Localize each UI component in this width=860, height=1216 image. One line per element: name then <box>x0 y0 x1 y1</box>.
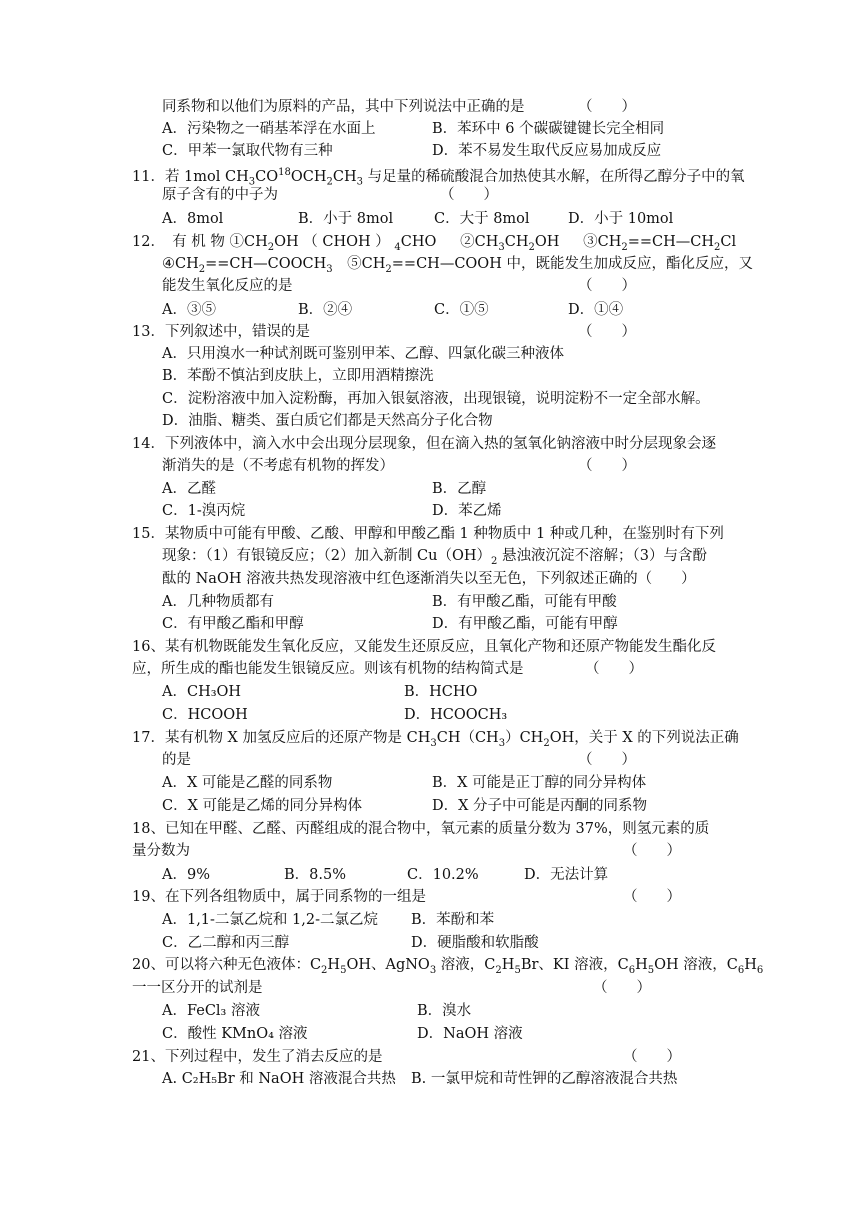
text-run: B．苯酚不慎沾到皮肤上，立即用酒精擦洗 <box>162 368 434 384</box>
text-run: 12． 有 机 物 ①CH <box>132 234 268 250</box>
answer-bracket: （ ） <box>578 752 636 768</box>
text-run: 17．某有机物 X 加氢反应后的还原产物是 CH <box>132 730 431 746</box>
text-run: H <box>744 957 757 973</box>
text-run: OH ③CH <box>534 234 622 250</box>
text-run: A．只用溴水一种试剂既可鉴别甲苯、乙醇、四氯化碳三种液体 <box>162 346 564 362</box>
supscript: 18 <box>278 167 291 178</box>
answer-bracket: （ ） <box>593 980 651 996</box>
answer-option: A．1,1-二氯乙烷和 1,2-二氯乙烷 <box>162 912 378 928</box>
answer-option: C．1-溴丙烷 <box>162 503 246 519</box>
line-text <box>132 636 716 658</box>
text-run: ⑤CH <box>332 256 386 272</box>
subscript: 6 <box>737 964 745 976</box>
line-text <box>132 433 716 455</box>
answer-option: C．X 可能是乙烯的同分异构体 <box>162 798 363 814</box>
subscript: 2 <box>385 263 392 275</box>
answer-option: C．甲苯一氯取代物有三种 <box>162 143 333 159</box>
text-run: OH、AgNO <box>346 957 430 973</box>
answer-bracket: （ ） <box>623 1049 681 1065</box>
answer-option: C．HCOOH <box>162 707 248 723</box>
answer-option: A．X 可能是乙醛的同系物 <box>162 775 333 791</box>
subscript: 2 <box>621 241 628 253</box>
text-run: 一一区分开的试剂是 <box>132 980 263 996</box>
answer-option: C．酸性 KMnO₄ 溶液 <box>162 1026 308 1042</box>
subscript: 6 <box>628 964 636 976</box>
line-text <box>162 568 696 590</box>
text-run: CO <box>255 168 279 185</box>
answer-option: B. 一氯甲烷和苛性钾的乙醇溶液混合共热 <box>411 1071 678 1087</box>
text-run: ==CH—COOH 中，既能发生加成反应，酯化反应，又 <box>391 256 753 272</box>
subscript: 2 <box>495 964 502 976</box>
text-run: 14．下列液体中，滴入水中会出现分层现象，但在滴入热的氢氧化钠溶液中时分层现象会逐 <box>132 436 716 452</box>
answer-option: B．苯酚和苯 <box>411 912 495 928</box>
answer-option: C．①⑤ <box>434 302 489 318</box>
line-text <box>132 818 709 840</box>
answer-bracket: （ ） <box>585 661 643 677</box>
subscript: 2 <box>326 176 333 188</box>
answer-option: A．③⑤ <box>162 302 216 318</box>
text-run: CH <box>504 234 529 250</box>
text-run: CHO ②CH <box>400 234 499 250</box>
line-text <box>132 840 190 862</box>
answer-option: D．①④ <box>568 302 624 318</box>
text-run: H <box>327 957 341 973</box>
answer-option: D．HCOOCH₃ <box>404 707 508 723</box>
subscript: 5 <box>340 964 347 976</box>
text-run: ）CH <box>505 730 544 746</box>
answer-option: A．9% <box>162 867 210 883</box>
text-run: 悬浊液沉淀不溶解；（3）与含酚 <box>497 548 707 564</box>
line-text <box>132 658 524 680</box>
text-run: Cl <box>720 234 737 250</box>
text-run: 原子含有的中子为 <box>162 187 278 203</box>
subscript: 2 <box>321 964 328 976</box>
subscript: 2 <box>267 241 275 253</box>
answer-option: D．苯不易发生取代反应易加成反应 <box>432 143 662 159</box>
text-run: 量分数为 <box>132 843 190 859</box>
text-run: OH，关于 X 的下列说法正确 <box>549 730 739 746</box>
line-text <box>162 388 710 410</box>
answer-option: D．无法计算 <box>524 867 609 883</box>
answer-option: D．NaOH 溶液 <box>417 1026 523 1042</box>
text-run: 溶液，C <box>436 957 496 973</box>
text-run: ==CH—COOCH <box>205 256 327 272</box>
text-run: C．淀粉溶液中加入淀粉酶，再加入银氨溶液，出现银镜，说明淀粉不一定全部水解。 <box>162 391 710 407</box>
answer-option: B．小于 8mol <box>298 211 394 227</box>
answer-bracket: （ ） <box>623 843 681 859</box>
text-run: 20、可以将六种无色液体：C <box>132 957 322 973</box>
answer-option: D．X 分子中可能是丙酮的同系物 <box>432 798 648 814</box>
subscript: 2 <box>198 263 206 275</box>
subscript: 3 <box>498 241 505 253</box>
answer-option: B．溴水 <box>417 1003 472 1019</box>
answer-option: B．苯环中 6 个碳碳键键长完全相同 <box>432 121 665 137</box>
subscript: 6 <box>756 964 764 976</box>
text-run: 能发生氧化反应的是 <box>162 278 293 294</box>
text-run: 酞的 NaOH 溶液共热发现溶液中红色逐渐消失以至无色，下列叙述正确的（ ） <box>162 571 696 587</box>
line-text <box>162 275 293 297</box>
text-run: Br、KI 溶液，C <box>520 957 629 973</box>
text-run: 19、在下列各组物质中，属于同系物的一组是 <box>132 889 426 905</box>
answer-bracket: （ ） <box>440 187 498 203</box>
text-run: D．油脂、糖类、蛋白质它们都是天然高分子化合物 <box>162 413 493 429</box>
text-run: 18、已知在甲醛、乙醛、丙醛组成的混合物中，氧元素的质量分数为 37%，则氢元素的质 <box>132 821 710 837</box>
line-text <box>162 96 525 118</box>
answer-option: D．苯乙烯 <box>432 503 502 519</box>
subscript: 2 <box>543 737 550 749</box>
text-run: 11．若 1mol CH <box>132 168 249 185</box>
answer-option: D．小于 10mol <box>568 211 674 227</box>
text-run: OH （ CHOH ） <box>274 234 395 250</box>
subscript: 3 <box>248 176 256 188</box>
line-text <box>162 343 564 365</box>
answer-option: A．污染物之一硝基苯浮在水面上 <box>162 121 376 137</box>
answer-option: A．几种物质都有 <box>162 594 274 610</box>
line-text <box>162 184 278 206</box>
line-text <box>162 749 191 771</box>
line-text <box>162 455 394 477</box>
text-run: CH（CH <box>436 730 499 746</box>
answer-option: C．乙二醇和丙三醇 <box>162 935 290 951</box>
answer-option: B．8.5% <box>284 867 346 883</box>
subscript: 3 <box>326 263 333 275</box>
answer-option: A．FeCl₃ 溶液 <box>162 1003 260 1019</box>
text-run: 13．下列叙述中，错误的是 <box>132 324 310 340</box>
answer-bracket: （ ） <box>578 278 636 294</box>
subscript: 3 <box>430 737 437 749</box>
line-text <box>132 1046 382 1068</box>
line-text <box>132 321 310 343</box>
line-text <box>132 886 426 908</box>
subscript: 3 <box>356 176 363 188</box>
answer-bracket: （ ） <box>623 889 681 905</box>
answer-option: A．8mol <box>162 211 224 227</box>
text-run: 同系物和以他们为原料的产品，其中下列说法中正确的是 <box>162 99 525 115</box>
text-run: 现象：（1）有银镜反应；（2）加入新制 Cu（OH） <box>162 548 492 564</box>
line-text <box>162 410 493 432</box>
subscript: 3 <box>498 737 506 749</box>
answer-bracket: （ ） <box>578 458 636 474</box>
answer-option: B．HCHO <box>404 684 478 700</box>
text-run: 16、某有机物既能发生氧化反应，又能发生还原反应，且氧化产物和还原产物能发生酯化反 <box>132 639 716 655</box>
line-text <box>132 727 739 755</box>
text-run: ④CH <box>162 256 199 272</box>
answer-option: A．CH₃OH <box>162 684 242 700</box>
text-run: 21、下列过程中，发生了消去反应的是 <box>132 1049 383 1065</box>
subscript: 5 <box>514 964 521 976</box>
text-run: OCH <box>290 168 327 185</box>
subscript: 2 <box>528 241 535 253</box>
answer-option: B．②④ <box>298 302 353 318</box>
answer-bracket: （ ） <box>578 324 636 340</box>
answer-option: B．有甲酸乙酯，可能有甲酸 <box>432 594 617 610</box>
answer-option: B．X 可能是正丁醇的同分异构体 <box>432 775 647 791</box>
answer-option: D．有甲酸乙酯，可能有甲醇 <box>432 616 618 632</box>
text-run: 应，所生成的酯也能发生银镜反应。则该有机物的结构简式是 <box>132 661 524 677</box>
text-run: 与足量的稀硫酸混合加热使其水解，在所得乙醇分子中的氧 <box>363 168 745 185</box>
answer-option: C．大于 8mol <box>434 211 530 227</box>
subscript: 3 <box>429 964 437 976</box>
answer-option: C．10.2% <box>407 867 479 883</box>
answer-option: C．有甲酸乙酯和甲醇 <box>162 616 304 632</box>
answer-option: A．乙醛 <box>162 481 216 497</box>
subscript: 5 <box>647 964 655 976</box>
text-run: 的是 <box>162 752 191 768</box>
line-text <box>162 365 434 387</box>
line-text <box>132 523 724 545</box>
text-run: H <box>501 957 515 973</box>
text-run: ==CH—CH <box>627 234 715 250</box>
text-run: 渐消失的是（不考虑有机物的挥发） <box>162 458 394 474</box>
text-run: 15．某物质中可能有甲酸、乙酸、甲醇和甲酸乙酯 1 种物质中 1 种或几种，在鉴别时有下列 <box>132 526 724 542</box>
answer-option: D．硬脂酸和软脂酸 <box>411 935 539 951</box>
answer-bracket: （ ） <box>578 99 636 115</box>
subscript: 2 <box>491 555 498 567</box>
line-text <box>132 977 263 999</box>
text-run: H <box>635 957 648 973</box>
answer-option: B．乙醇 <box>432 481 487 497</box>
text-run: OH 溶液，C <box>654 957 738 973</box>
answer-option: A. C₂H₅Br 和 NaOH 溶液混合共热 <box>162 1071 396 1087</box>
subscript: 4 <box>394 241 401 253</box>
subscript: 2 <box>714 241 721 253</box>
text-run: CH <box>332 168 357 185</box>
